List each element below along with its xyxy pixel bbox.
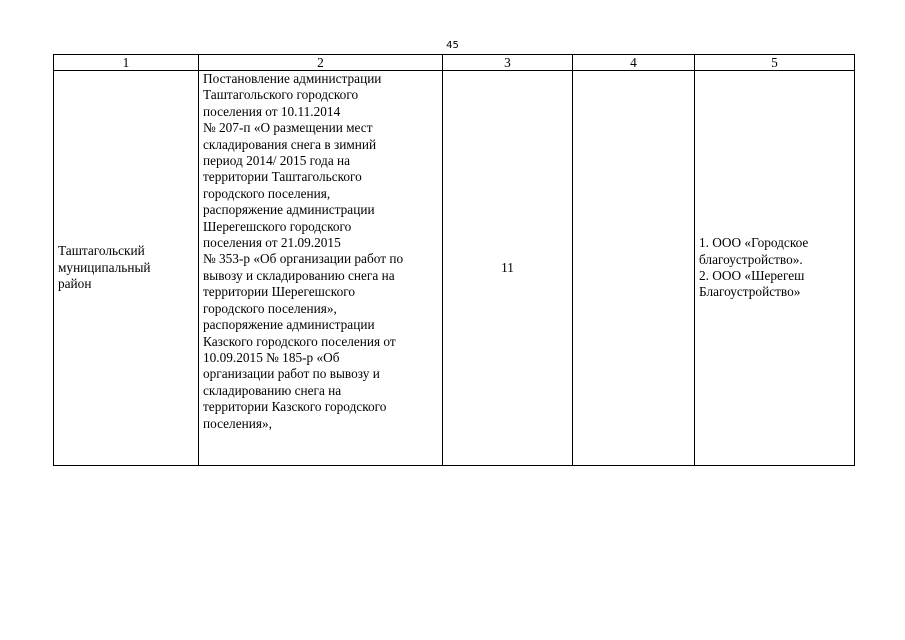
- organizations-list: 1. ООО «Городское благоустройство». 2. ООО «Шерегеш Благоустройство»: [699, 235, 809, 300]
- header-col-5: 5: [695, 55, 855, 71]
- documents-cell: [199, 71, 443, 466]
- count-value: 11: [501, 259, 514, 275]
- page-number: 45: [446, 40, 459, 51]
- district-name: Таштагольский муниципальный район: [58, 243, 151, 292]
- organizations-cell: [695, 71, 855, 466]
- header-col-2: 2: [199, 55, 443, 71]
- count-cell: [443, 71, 573, 466]
- table-row: [54, 71, 855, 466]
- table-header-row: [54, 55, 855, 71]
- empty-cell: [573, 71, 695, 466]
- district-cell: [54, 71, 199, 466]
- data-table: [53, 54, 855, 466]
- header-col-4: 4: [573, 55, 695, 71]
- header-col-1: 1: [54, 55, 199, 71]
- documents-text: Постановление администрации Таштагольского городского поселения от 10.11.2014 № 207-п «О размещении мест складирования снега в зимний период 2014/ 2015 года на территории Таштагольского городского поселения, распоряжение администрации Шерегешского городского поселения от 21.09.2015 № 353-р «Об организации работ по вывозу и складированию снега на территории Шерегешского городского поселения», распоряжение администрации Казского городского поселения от 10.09.2015 № 185-р «Об организации работ по вывозу и складированию снега на территории Казского городского поселения»,: [203, 71, 404, 431]
- header-col-3: 3: [443, 55, 573, 71]
